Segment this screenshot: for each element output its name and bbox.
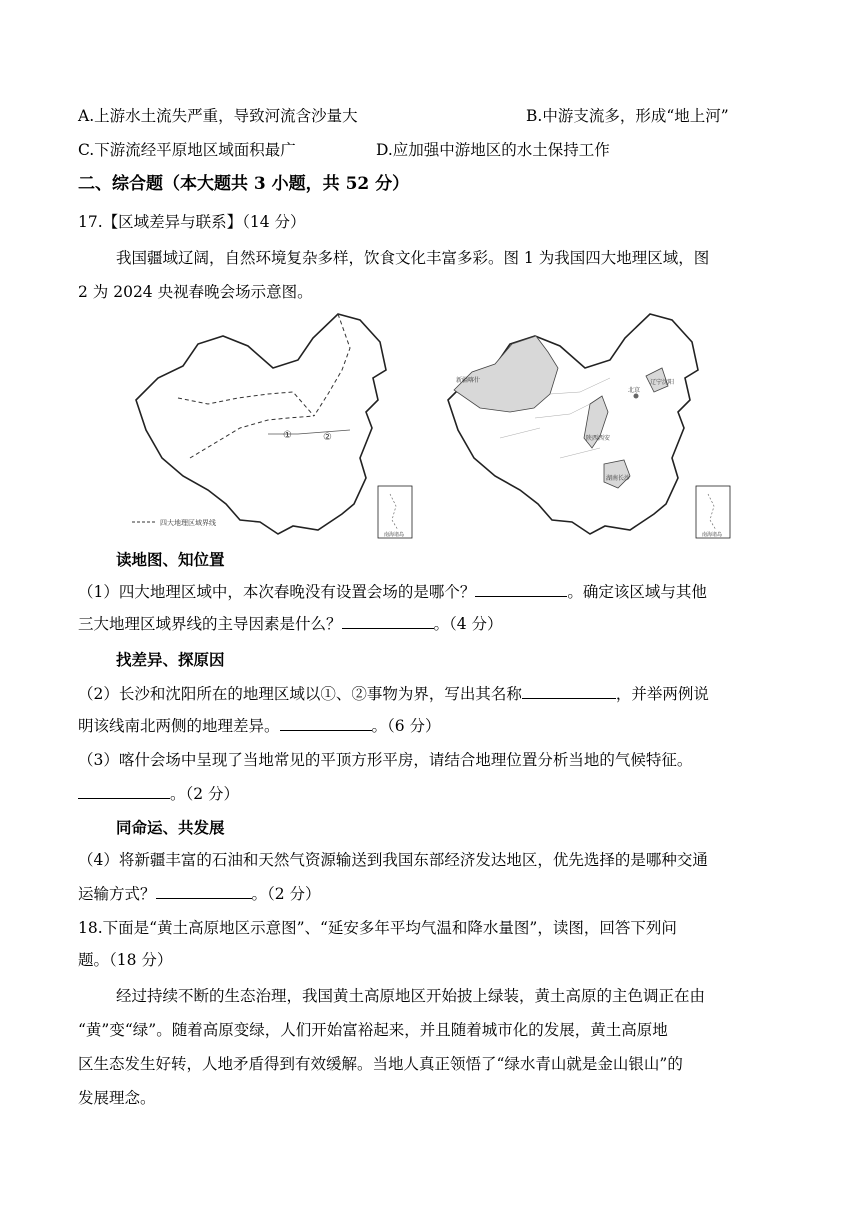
q17-part2-text-b: ，并举两例说	[615, 685, 709, 703]
answer-blank[interactable]	[342, 614, 434, 629]
q17-intro-line1: 我国疆域辽阔，自然环境复杂多样，饮食文化丰富多彩。图 1 为我国四大地理区域，图	[116, 249, 710, 267]
q17-part4-text-c: 。（2 分）	[251, 885, 321, 903]
section-title: 二、综合题（本大题共 3 小题，共 52 分）	[78, 174, 410, 194]
q17-part4-line2	[78, 884, 321, 904]
q17-part1-text-b: 。确定该区域与其他	[567, 583, 707, 601]
map2-label-kashgar: 新疆喀什	[456, 377, 481, 384]
option-c: C.下游流经平原地区域面积最广	[78, 141, 296, 159]
answer-blank[interactable]	[475, 582, 567, 597]
q17-part1-line2	[78, 614, 503, 634]
q17-part2-text-d: 。（6 分）	[371, 717, 441, 735]
q18-para-line2: “黄”变“绿”。随着高原变绿，人们开始富裕起来，并且随着城市化的发展，黄土高原地	[78, 1021, 668, 1039]
q17-part3-text-b: 。（2 分）	[170, 785, 240, 803]
map1-mark-2: ②	[323, 432, 332, 443]
q17-part3-line1: （3）喀什会场中呈现了当地常见的平顶方形平房，请结合地理位置分析当地的气候特征。	[78, 751, 693, 769]
q17-part1-line1	[78, 582, 707, 602]
map1-inset-label: 南海诸岛	[384, 532, 405, 538]
q17-part1-text-c: 三大地理区域界线的主导因素是什么？	[78, 615, 342, 633]
q17-intro-line2: 2 为 2024 央视春晚会场示意图。	[78, 283, 313, 301]
q17-header: 17.【区域差异与联系】（14 分）	[78, 213, 306, 231]
subtitle-shared-future: 同命运、共发展	[116, 818, 225, 837]
subtitle-find-differences: 找差异、探原因	[116, 650, 225, 669]
option-b: B.中游支流多，形成“地上河”	[526, 107, 729, 125]
q17-part2-line1	[78, 684, 709, 704]
q18-para-line1: 经过持续不断的生态治理，我国黄土高原地区开始披上绿装，黄土高原的主色调正在由	[116, 987, 706, 1005]
q18-para-line3: 区生态发生好转，人地矛盾得到有效缓解。当地人真正领悟了“绿水青山就是金山银山”的	[78, 1055, 683, 1073]
map2-inset-label: 南海诸岛	[702, 532, 723, 538]
map1-mark-1: ①	[283, 430, 292, 441]
q17-part2-text-c: 明该线南北两侧的地理差异。	[78, 717, 280, 735]
four-regions-map	[128, 308, 418, 540]
q17-part2-line2	[78, 716, 441, 736]
map2-label-shenyang: 辽宁沈阳	[650, 379, 675, 386]
q18-header-line2: 题。（18 分）	[78, 951, 173, 969]
subtitle-read-map: 读地图、知位置	[116, 550, 225, 569]
map2-label-changsha: 湖南长沙	[606, 475, 631, 482]
answer-blank[interactable]	[522, 684, 616, 699]
q18-header-line1: 18.下面是“黄土高原地区示意图”、“延安多年平均气温和降水量图”，读图，回答下列问	[78, 919, 677, 937]
map2-label-beijing: 北京	[628, 387, 641, 394]
answer-blank[interactable]	[78, 784, 170, 799]
option-a: A.上游水土流失严重，导致河流含沙量大	[78, 107, 358, 125]
q17-part4-text-b: 运输方式？	[78, 885, 156, 903]
q17-part1-text-d: 。（4 分）	[433, 615, 503, 633]
q17-part1-text-a: （1）四大地理区域中，本次春晚没有设置会场的是哪个？	[78, 583, 476, 601]
answer-blank[interactable]	[156, 884, 252, 899]
q18-para-line4: 发展理念。	[78, 1089, 156, 1107]
q17-part3-line2	[78, 784, 239, 804]
map2-label-xian: 陕西西安	[586, 435, 611, 442]
q17-part2-text-a: （2）长沙和沈阳所在的地理区域以①、②事物为界，写出其名称	[78, 685, 522, 703]
gala-venues-map	[440, 308, 736, 540]
map1-legend: 四大地理区域界线	[160, 519, 216, 527]
option-d: D.应加强中游地区的水土保持工作	[376, 141, 610, 159]
q17-part4-line1: （4）将新疆丰富的石油和天然气资源输送到我国东部经济发达地区，优先选择的是哪种交通	[78, 851, 708, 869]
answer-blank[interactable]	[280, 716, 372, 731]
